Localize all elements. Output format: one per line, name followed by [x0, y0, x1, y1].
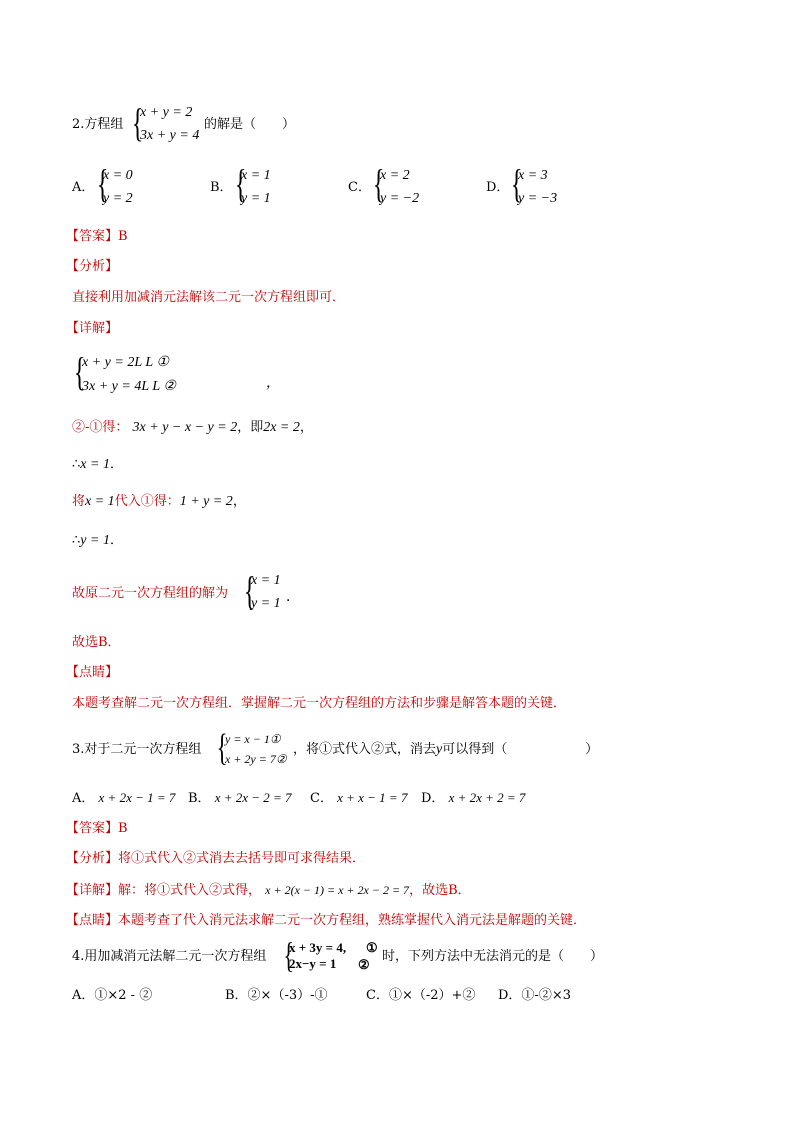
brace-icon: { [73, 349, 86, 394]
step-eq: x = 1 [85, 494, 115, 509]
q4-system-eq1: x + 3y = 4, [289, 940, 347, 955]
option-eq: x + 2x + 2 = 7 [448, 790, 526, 805]
q3-comment [66, 913, 586, 929]
comment-text: 本题考查了代入消元法求解二元一次方程组，熟练掌握代入消元法是解题的关键． [118, 913, 587, 928]
q2-stem-tail: 的解是（ ） [204, 117, 296, 132]
circle-two-icon: ② [358, 957, 370, 972]
option-eq1: x = 2 [380, 168, 410, 183]
q3-option-d[interactable] [421, 790, 525, 807]
detail-text: 解：将①式代入②式得， [118, 883, 262, 898]
brace-icon: { [243, 568, 256, 613]
option-label: B． [210, 180, 233, 195]
q2-step2 [72, 457, 123, 473]
stem-text: 可以得到（ ） [442, 742, 599, 757]
brace-icon: { [372, 161, 385, 206]
detail-eq2: 3x + y = 4L L ② [82, 379, 176, 394]
circle-one-icon: ① [366, 940, 378, 955]
q2-system-eq1: x + y = 2 [140, 105, 193, 120]
solution-tail: ． [286, 590, 300, 605]
q2-analysis-tag: 【分析】 [66, 259, 119, 274]
option-eq2: y = 1 [241, 191, 271, 206]
option-label: A． [72, 791, 95, 806]
answer-value: B [118, 821, 128, 836]
detail-sys-tail: ， [266, 376, 280, 391]
option-eq2: y = −3 [518, 191, 558, 206]
q3-system-eq2: x + 2y = 7② [225, 752, 287, 766]
step-text: ②-①得： [72, 420, 129, 435]
step-eq: 1 + y = 2 [179, 494, 233, 509]
q3-option-a[interactable] [72, 790, 175, 807]
q2-step3 [72, 494, 246, 510]
q3-option-b[interactable] [188, 790, 292, 807]
option-label: D． [486, 180, 510, 195]
step-eq: 3x + y − x − y = 2 [132, 420, 238, 435]
q4-system-eq2: 2x−y = 1 [289, 956, 337, 971]
step-text: ，即 [237, 420, 264, 435]
brace-icon: { [131, 100, 144, 145]
step-eq: x = 1 [80, 457, 110, 472]
q3-stem-tail [293, 742, 598, 758]
option-eq2: y = 2 [103, 191, 133, 206]
therefore-icon: ∴ [72, 533, 81, 548]
detail-text: ，故选B． [409, 883, 471, 898]
option-eq1: x = 3 [518, 168, 548, 183]
brace-icon: { [234, 161, 247, 206]
analysis-text: 将①式代入②式消去去括号即可求得结果． [118, 851, 366, 866]
option-label: D． [421, 791, 445, 806]
q4-stem: 4.用加减消元法解二元一次方程组 [72, 949, 267, 964]
analysis-tag: 【分析】 [66, 851, 119, 866]
detail-eq: x + 2(x − 1) = x + 2x − 2 = 7 [265, 883, 410, 897]
step-text: ， [299, 420, 313, 435]
stem-text: ，将①式代入②式，消去 [293, 742, 437, 757]
q2-comment-tag: 【点睛】 [66, 665, 119, 680]
option-eq1: x = 0 [103, 168, 133, 183]
step-text: 代入①得： [114, 494, 180, 509]
step-eq: y = 1 [80, 533, 110, 548]
answer-tag: 【答案】 [66, 821, 119, 836]
step-text: 将 [72, 494, 86, 509]
solution-eq1: x = 1 [251, 573, 281, 588]
step-eq: 2x = 2 [263, 420, 300, 435]
q2-number: 2.方程组 [72, 117, 124, 132]
brace-icon: { [216, 727, 228, 769]
brace-icon: { [283, 935, 294, 975]
q4-option-d[interactable]: D．①-②×3 [498, 988, 571, 1003]
step-text: ． [109, 533, 123, 548]
detail-tag: 【详解】 [66, 883, 119, 898]
brace-icon: { [510, 161, 523, 206]
q3-answer [66, 821, 128, 837]
comment-tag: 【点睛】 [66, 913, 119, 928]
q2-answer [66, 229, 128, 245]
option-label: C． [348, 180, 371, 195]
q4-option-a[interactable]: A．①×2 - ② [72, 988, 153, 1003]
option-eq1: x = 1 [241, 168, 271, 183]
option-eq: x + 2x − 2 = 7 [214, 790, 292, 805]
detail-eq1: x + y = 2L L ① [82, 355, 169, 370]
step-text: ， [232, 494, 246, 509]
answer-value: B [118, 229, 128, 244]
q3-system-eq1: y = x − 1① [225, 732, 281, 746]
option-label: C． [310, 791, 333, 806]
q2-stem [72, 117, 123, 133]
q2-analysis: 直接利用加减消元法解该二元一次方程组即可． [72, 290, 346, 305]
brace-icon: { [96, 161, 109, 206]
option-label: B． [188, 791, 211, 806]
answer-tag: 【答案】 [66, 229, 119, 244]
solution-eq2: y = 1 [251, 596, 281, 611]
option-eq: x + x − 1 = 7 [337, 790, 408, 805]
q4-option-c[interactable]: C．①×（-2）+② [366, 988, 476, 1003]
q3-detail [66, 882, 471, 899]
option-eq: x + 2x − 1 = 7 [98, 790, 176, 805]
q3-stem: 3.对于二元一次方程组 [72, 742, 202, 757]
q2-system-eq2: 3x + y = 4 [140, 128, 200, 143]
q3-option-c[interactable] [310, 790, 407, 807]
q4-stem-tail: 时，下列方法中无法消元的是（ ） [382, 949, 604, 964]
therefore-icon: ∴ [72, 457, 81, 472]
q2-step1 [72, 420, 313, 436]
q2-step6: 故选B． [72, 635, 121, 650]
q2-step4 [72, 533, 123, 549]
option-eq2: y = −2 [380, 191, 420, 206]
option-label: A． [72, 180, 95, 195]
q2-step5: 故原二元一次方程组的解为 [72, 586, 229, 601]
stem-var: y [436, 742, 443, 757]
q3-analysis [66, 851, 365, 867]
q2-detail-tag: 【详解】 [66, 321, 119, 336]
q4-option-b[interactable]: B．②×（-3）-① [225, 988, 328, 1003]
step-text: ． [109, 457, 123, 472]
q2-comment: 本题考查解二元一次方程组．掌握解二元一次方程组的方法和步骤是解答本题的关键． [72, 696, 567, 711]
